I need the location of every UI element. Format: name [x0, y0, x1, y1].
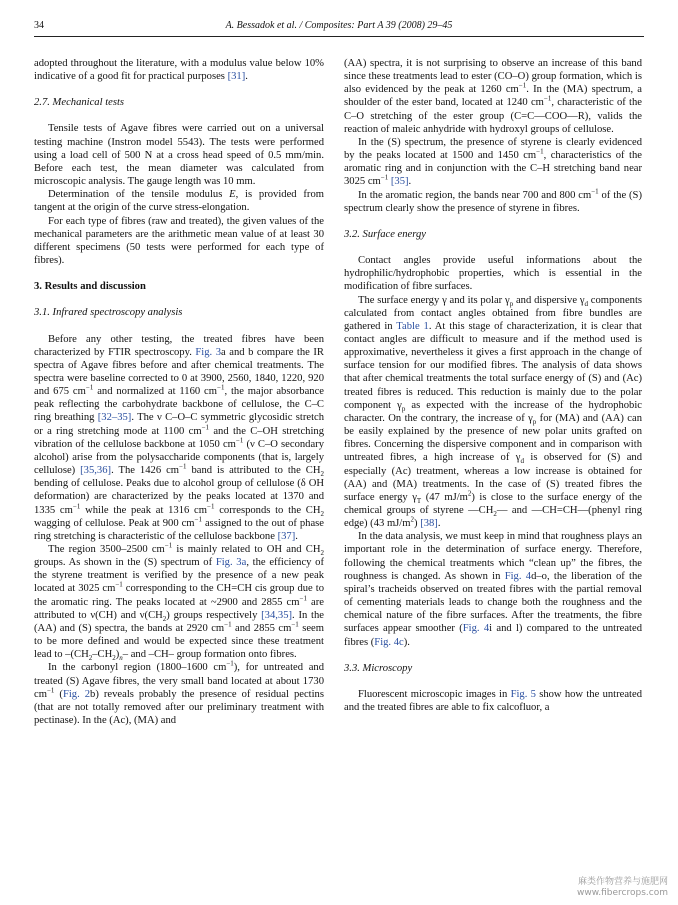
paragraph: Determination of the tensile modulus E, is provided from tangent at the origin of the curve stress-elongation.: [34, 189, 324, 214]
left-column: [34, 57, 324, 727]
section-heading: 3.1. Infrared spectroscopy analysis: [34, 307, 183, 319]
paragraph: adopted throughout the literature, with a modulus value below 10% indicative of a good fit for practical purposes [31].: [34, 58, 324, 83]
watermark-url: www.fibercrops.com: [577, 888, 668, 898]
header-rule: [34, 36, 644, 37]
paragraph: In the aromatic region, the bands near 700 and 800 $cm^{-1}$ of the (S) spectrum clearly show the presence of styrene in fibres.: [344, 187, 642, 214]
watermark: [577, 877, 668, 899]
right-column: [344, 57, 642, 714]
paragraph: The surface energy γ and its polar $\gamma_p$ and dispersive $\gamma_d$ components calculated from contact angles obtained from fibre bundles are gathered in Table 1. At this stage of characterization, it is clear that contact angles are difficult to measure and if the method used is approximative, nevertheless it gives a first approach in the change of surface tension for our modified fibres. The analysis of data shows that after chemical treatments the total surface energy of (S) and (Ac) treated fibres is reduced. This reduction is mainly due to the polar component $\gamma_p$ as expected with the increase of the hydrophobic character. On the contrary, the increase of $\gamma_p$ for (MA) and (AA) can be easily explained by the presence of new polar units grafted on fibres. Concerning the dispersive component and in comparison with untreated fibres, a high increase of $\gamma_d$ is observed for (S) and especially (Ac) treatment, whereas a low increase is obtained for (AA) and (MA) treatments. In the case of (S) treated fibres the surface energy $\gamma_T$ (47 $mJ/m^2$) is close to the surface energy of the chemical groups of styrene $—CH_2—$ and —CH=CH—(phenyl ring edge) (43 $mJ/m^2$) [38].: [344, 294, 643, 530]
paragraph: Fluorescent microscopic images in Fig. 5 show how the untreated and the treated fibres are able to fix calcofluor, a: [344, 688, 642, 714]
paragraph: The region 3500–2500 $cm^{-1}$ is mainly related to OH and $CH_2$ groups. As shown in the (S) spectrum of Fig. 3a, the efficiency of the styrene treatment is verified by the presence of a new peak located at 3025 $cm^{-1}$ corresponding to the CH=CH cis group due to the aromatic ring. The peaks located at ~2900 and 2855 $cm^{-1}$ are attributed to ν(CH) and $\nu(CH_2)$ groups respectively [34,35]. In the (AA) and (S) spectra, the bands at 2920 $cm^{-1}$ and 2855 $cm^{-1}$ seem to be more defined and would be expected since these treatment lead to $-(CH_2-CH_2)_n-$ and –CH– group formation onto fibres.: [34, 541, 325, 663]
figure-link[interactable]: Fig. 4c: [374, 636, 404, 648]
section-heading: 3. Results and discussion: [34, 281, 146, 293]
citation-link[interactable]: [37]: [277, 530, 296, 542]
paragraph: Before any other testing, the treated fibres have been characterized by FTIR spectroscopy. Fig. 3a and b compare the IR spectra of Agave fibres before and after chemical treatments. The spectra were baseline corrected to 0 at 3900, 2560, 1840, 1220, 920 and 675 $cm^{-1}$ and normalized at 1160 $cm^{-1}$, the major absorbance peak reflecting the carbohydrate backbone of cellulose, the C–C ring breathing [32–35]. The ν C–O–C symmetric glycosidic stretch or a ring stretching mode at 1100 $cm^{-1}$ and the C–OH stretching vibration of the cellulose backbone at 1050 $cm^{-1}$ (ν C–O secondary alcohol) arise from the polysaccharide components (that is, largely cellulose) [35,36]. The 1426 $cm^{-1}$ band is attributed to the $CH_2$ bending of cellulose. Peaks due to alcohol group of cellulose (δ OH deformation) are characterized by the peaks located at 1370 and 1335 $cm^{-1}$ while the peak at 1316 $cm^{-1}$ corresponds to the $CH_2$ wagging of cellulose. Peak at 900 $cm^{-1}$ assigned to the out of phase ring stretching is characteristic of the cellulose backbone [37].: [34, 333, 325, 542]
table-link[interactable]: Table 1: [396, 320, 429, 332]
paragraph: (AA) spectra, it is not surprising to observe an increase of this band since these treatments lead to ester (CO–O) group formation, which is also evidenced by the peak at 1260 $cm^{-1}$. In the (MA) spectrum, a shoulder of the ester band, located at 1240 $cm^{-1}$, characteristic of the C–O stretching of the ester group (C=C—COO—R), valids the reaction of maleic anhydride with hydroxyl groups of cellulose.: [344, 58, 642, 135]
section-heading: 3.2. Surface energy: [344, 228, 426, 240]
paragraph: In the data analysis, we must keep in mind that roughness plays an important role in the determination of surface energy. Therefore, following the chemical treatments which “clean up” the fibres, the roughness is changed. As shown in Fig. 4d–o, the liberation of the spiral’s tracheids observed on treated fibres with the partial removal of cementing materials leads to change both the roughness and the chemical nature of the fibre surfaces. After the treatments, the fibre surfaces appear smoother (Fig. 4i and l) compared to the untreated fibres (Fig. 4c).: [344, 531, 642, 648]
section-heading: 2.7. Mechanical tests: [34, 97, 125, 109]
running-title: A. Bessadok et al. / Composites: Part A 39 (2008) 29–45: [225, 20, 453, 31]
figure-link[interactable]: Fig. 3: [195, 346, 222, 358]
figure-link[interactable]: Fig. 3a: [215, 557, 247, 569]
paragraph: Contact angles provide useful informations about the hydrophilic/hydrophobic properties, which is essential in the modification of fibre surfaces.: [344, 255, 642, 293]
figure-link[interactable]: Fig. 4: [504, 570, 532, 582]
citation-link[interactable]: [35,36]: [80, 465, 112, 477]
citation-link[interactable]: [35]: [390, 176, 409, 188]
citation-link[interactable]: [31]: [227, 71, 246, 83]
figure-link[interactable]: Fig. 4: [462, 623, 490, 635]
page-number: 34: [34, 20, 44, 31]
section-heading: 3.3. Microscopy: [344, 662, 413, 674]
paragraph: For each type of fibres (raw and treated), the given values of the mechanical parameters are the arithmetic mean value of at least 30 different specimens (50 tests were performed for each type of fibres).: [34, 215, 324, 267]
citation-link[interactable]: [34,35]: [261, 609, 293, 621]
figure-link[interactable]: Fig. 5: [510, 688, 536, 700]
figure-link[interactable]: Fig. 2: [62, 688, 91, 700]
running-header: [34, 20, 644, 36]
citation-link[interactable]: [38]: [420, 518, 438, 530]
citation-link[interactable]: [32–35]: [97, 412, 132, 424]
paragraph: In the (S) spectrum, the presence of styrene is clearly evidenced by the peaks located at 1500 and 1450 $cm^{-1}$, characteristics of the aromatic ring and in conjunction with the C–H stretching band near 3025 $cm^{-1}$ [35].: [344, 136, 642, 188]
paragraph: In the carbonyl region (1800–1600 $cm^{-1}$), for untreated and treated (S) Agave fibres, the very small band located at about 1730 $cm^{-1}$ (Fig. 2b) reveals probably the presence of residual pectins (that are not totally removed after our preliminary treatment with pectinase). In the (Ac), (MA) and: [34, 659, 324, 727]
paragraph: Tensile tests of Agave fibres were carried out on a universal testing machine (Instron model 5543). The tests were performed using a load cell of 500 N at a cross head speed of 0.5 mm/min. Before each test, the mean diameter was calculated from microscopic analysis. The gauge length was 10 mm.: [34, 123, 324, 188]
watermark-line: 麻类作物营养与施肥网: [577, 877, 668, 887]
